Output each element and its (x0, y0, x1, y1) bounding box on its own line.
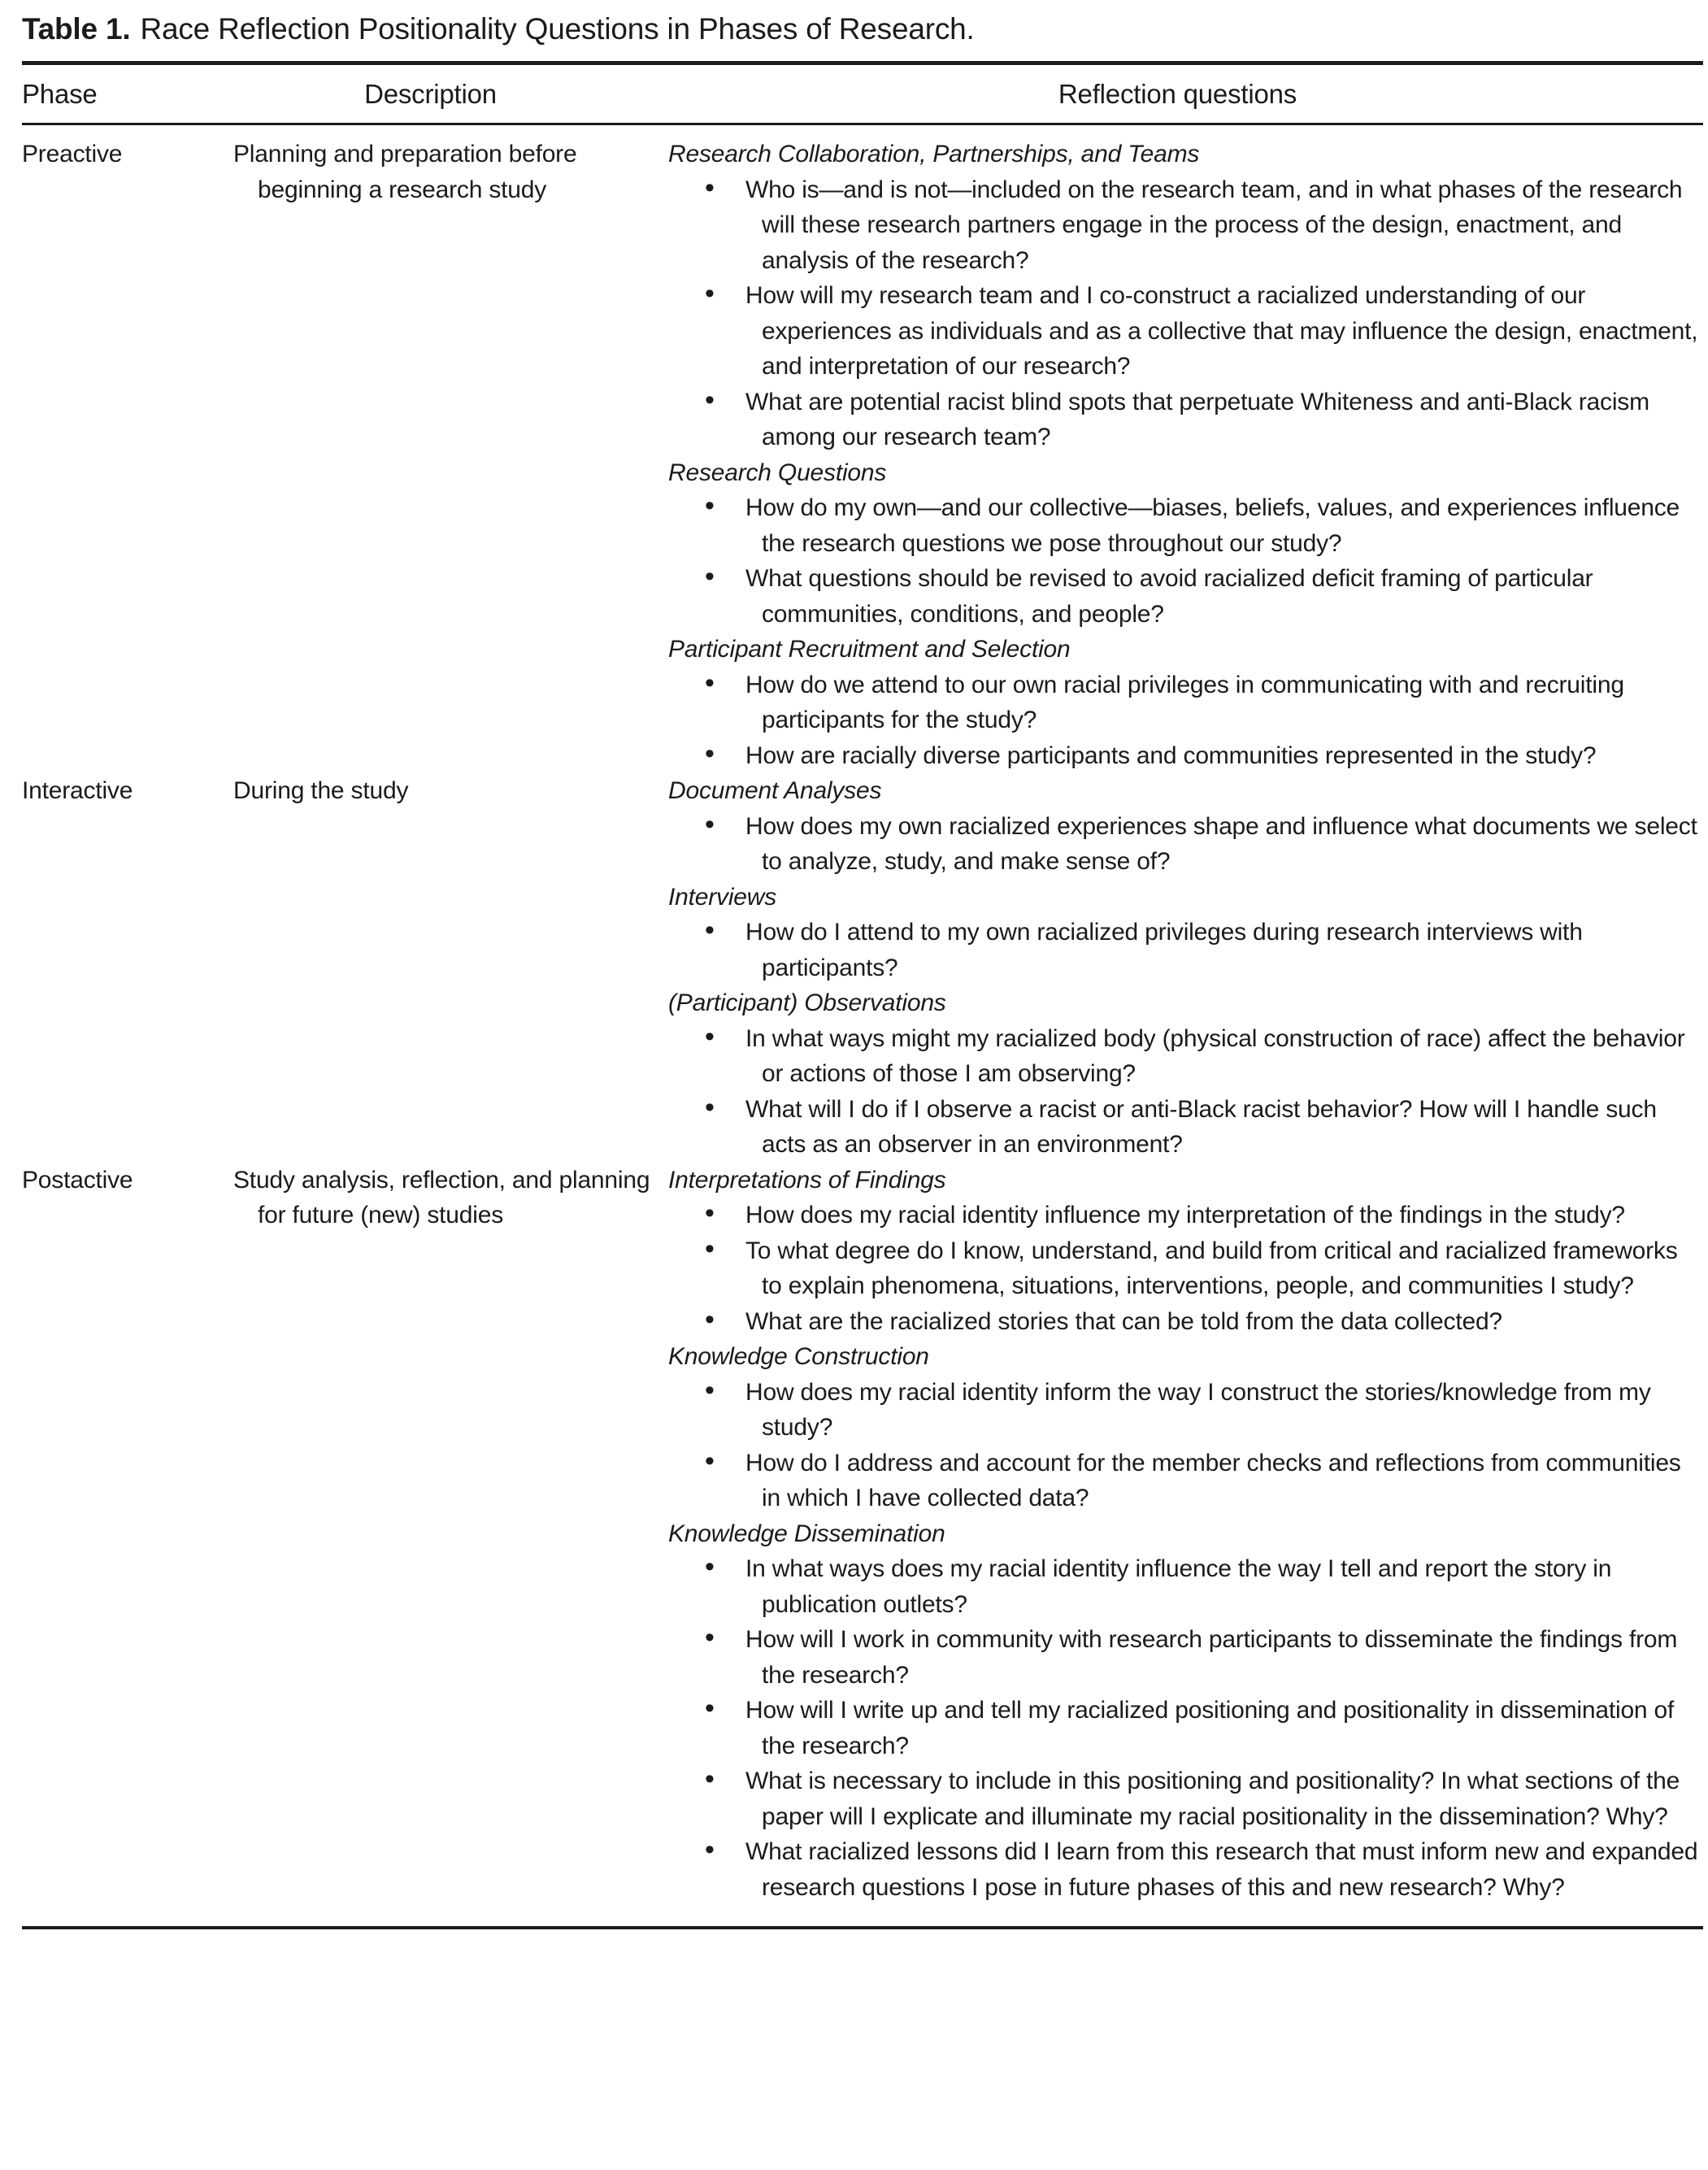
question-text: What will I do if I observe a racist or anti-Black racist behavior? How will I handle such acts as an observer in an environment? (745, 1095, 1657, 1158)
bullet-icon: • (705, 1445, 715, 1476)
phase-cell (22, 124, 209, 774)
question-item (668, 172, 1703, 279)
description-text: Planning and preparation before beginning a research study (233, 141, 577, 203)
question-text: How does my racial identity influence my interpretation of the findings in the study? (745, 1202, 1625, 1229)
question-item (668, 1233, 1703, 1304)
question-item (668, 1304, 1703, 1340)
table-title (22, 11, 1703, 47)
description-text: During the study (233, 777, 409, 804)
question-item (668, 1551, 1703, 1622)
bullet-icon: • (705, 1622, 715, 1653)
question-item (668, 385, 1703, 455)
section-heading: Interviews (668, 883, 777, 911)
question-text: How does my own racialized experiences shape and influence what documents we select to analyze, study, and make sense of? (745, 812, 1697, 875)
question-text: What is necessary to include in this positioning and positionality? In what sections of the paper will I explicate and illuminate my racial positionality in the dissemination? Why? (745, 1768, 1680, 1830)
question-item (668, 1834, 1703, 1905)
column-header-description: Description (209, 63, 652, 124)
bullet-icon: • (705, 1198, 715, 1229)
bullet-icon: • (705, 915, 715, 946)
question-item (668, 1763, 1703, 1834)
question-text: How do I attend to my own racialized privileges during research interviews with participants? (745, 919, 1583, 981)
question-item (668, 1198, 1703, 1233)
questions-cell (652, 773, 1703, 1163)
section-heading: Interpretations of Findings (668, 1166, 946, 1194)
question-item (668, 668, 1703, 738)
section-heading: Knowledge Dissemination (668, 1520, 945, 1547)
bullet-icon: • (705, 1763, 715, 1794)
bullet-icon: • (705, 278, 715, 309)
positionality-table (22, 61, 1703, 1929)
question-text: What questions should be revised to avoid racialized deficit framing of particular communities, conditions, and people? (745, 565, 1593, 628)
section-heading: Document Analyses (668, 777, 882, 804)
question-item (668, 490, 1703, 561)
bullet-icon: • (705, 384, 715, 415)
question-text: How will I write up and tell my racialized positioning and positionality in dissemination of the research? (745, 1697, 1675, 1759)
question-text: What racialized lessons did I learn from this research that must inform new and expanded research questions I pose in future phases of this and new research? Why? (745, 1838, 1698, 1901)
question-item (668, 915, 1703, 985)
question-item (668, 1693, 1703, 1763)
question-text: How do we attend to our own racial privileges in communicating with and recruiting participants for the study? (745, 671, 1624, 733)
question-item (668, 809, 1703, 880)
question-text: Who is—and is not—included on the research team, and in what phases of the research will these research partners engage in the process of the design, enactment, and analysis of the research? (745, 176, 1683, 274)
question-text: How will I work in community with research participants to disseminate the findings from the research? (745, 1626, 1678, 1689)
question-item (668, 1446, 1703, 1516)
bullet-icon: • (705, 1551, 715, 1582)
bullet-icon: • (705, 667, 715, 698)
question-text: How will my research team and I co-construct a racialized understanding of our experiences as individuals and as a collective that may influence the design, enactment, and interpretation of our research? (745, 282, 1698, 380)
question-item (668, 1092, 1703, 1163)
question-text: How are racially diverse participants and communities represented in the study? (745, 741, 1597, 769)
bullet-icon: • (705, 1303, 715, 1335)
section-heading: Participant Recruitment and Selection (668, 636, 1071, 663)
bullet-icon: • (705, 1233, 715, 1264)
bullet-icon: • (705, 808, 715, 840)
column-header-reflection-questions: Reflection questions (652, 63, 1703, 124)
bullet-icon: • (705, 1693, 715, 1724)
question-item (668, 738, 1703, 774)
table-header (22, 63, 1703, 124)
phase-label: Interactive (22, 777, 133, 804)
bullet-icon: • (705, 561, 715, 592)
bullet-icon: • (705, 1374, 715, 1406)
table-body (22, 124, 1703, 1929)
question-item (668, 1021, 1703, 1092)
question-text: In what ways might my racialized body (physical construction of race) affect the behavior or actions of those I am observing? (745, 1024, 1685, 1087)
question-text: How do I address and account for the member checks and reflections from communities in which I have collected data? (745, 1449, 1681, 1511)
bullet-icon: • (705, 490, 715, 521)
section-heading: Research Collaboration, Partnerships, and Teams (668, 141, 1200, 167)
question-item (668, 1622, 1703, 1693)
bullet-icon: • (705, 172, 715, 203)
section-heading: Knowledge Construction (668, 1343, 929, 1370)
question-item (668, 278, 1703, 385)
table-row (22, 1163, 1703, 1929)
section-heading: (Participant) Observations (668, 989, 946, 1016)
phase-cell (22, 1163, 209, 1929)
bullet-icon: • (705, 1091, 715, 1123)
questions-cell (652, 124, 1703, 774)
question-text: How does my racial identity inform the way I construct the stories/knowledge from my study? (745, 1378, 1651, 1441)
phase-cell (22, 773, 209, 1163)
phase-label: Preactive (22, 141, 123, 167)
table-title-label: Table 1. (22, 12, 131, 46)
header-row (22, 63, 1703, 124)
table-row (22, 124, 1703, 774)
question-text: What are potential racist blind spots that perpetuate Whiteness and anti-Black racism among our research team? (745, 388, 1649, 450)
phase-label: Postactive (22, 1166, 133, 1194)
table-row (22, 773, 1703, 1163)
bullet-icon: • (705, 1834, 715, 1865)
description-text: Study analysis, reflection, and planning for future (new) studies (233, 1166, 650, 1229)
questions-cell (652, 1163, 1703, 1929)
question-item (668, 1375, 1703, 1446)
description-cell (209, 124, 652, 774)
bullet-icon: • (705, 1020, 715, 1052)
description-cell (209, 773, 652, 1163)
question-item (668, 561, 1703, 632)
section-heading: Research Questions (668, 459, 887, 486)
column-header-phase: Phase (22, 63, 209, 124)
description-cell (209, 1163, 652, 1929)
question-text: To what degree do I know, understand, and build from critical and racialized frameworks to explain phenomena, situations, interventions, people, and communities I study? (745, 1237, 1678, 1299)
question-text: How do my own—and our collective—biases, beliefs, values, and experiences influence the research questions we pose throughout our study? (745, 494, 1680, 557)
question-text: In what ways does my racial identity influence the way I tell and report the story in publication outlets? (745, 1555, 1612, 1618)
table-title-text: Race Reflection Positionality Questions in Phases of Research. (140, 12, 975, 46)
bullet-icon: • (705, 737, 715, 769)
question-text: What are the racialized stories that can be told from the data collected? (745, 1307, 1502, 1335)
